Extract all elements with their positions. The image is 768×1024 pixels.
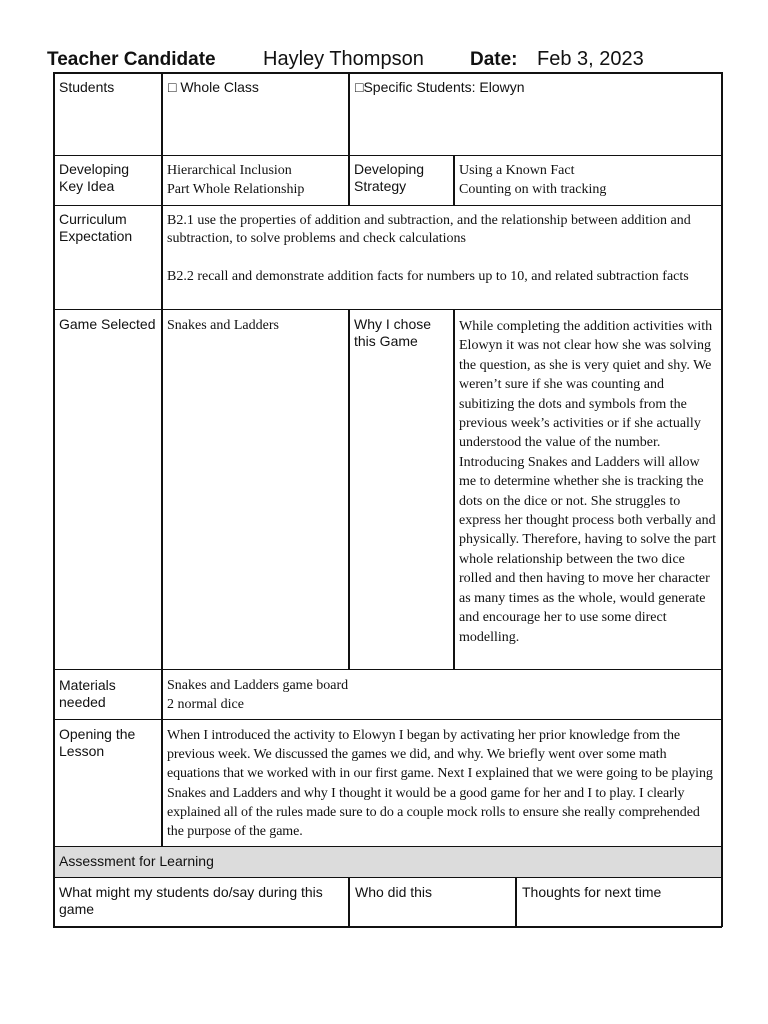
- game-selected-label: Game Selected: [59, 316, 156, 332]
- rule: [53, 926, 722, 928]
- expectation-b21: B2.1 use the properties of addition and subtraction, and the relationship between addition and subtraction, to solve problems and check calculations: [167, 213, 691, 246]
- why-chose-text: While completing the addition activities with Elowyn it was not clear how she was solving the question, as she is very quiet and shy. We weren’t sure if she was counting and subitizing the dots and symbols from the previous week’s activities or if she actually understood the value of the number. Introducing Snakes and Ladders will allow me to determine whether she is tracking the dots on the dice or not. She struggles to express her thought process both verbally and physically. Therefore, having to solve the part whole relationship between the two dice rolled and then having to move her character as many times as the whole, would generate and encourage her to use some direct modelling.: [459, 319, 716, 645]
- students-label: Students: [59, 79, 115, 95]
- opening-label: Opening the Lesson: [59, 726, 136, 759]
- curriculum-label: Curriculum Expectation: [59, 211, 133, 244]
- strategy-line1: Using a Known Fact: [459, 163, 575, 178]
- assessment-title: Assessment for Learning: [59, 853, 214, 869]
- key-idea-label: Developing Key Idea: [59, 161, 130, 194]
- whole-class-checkbox[interactable]: □ Whole Class: [168, 79, 259, 95]
- rule: [53, 846, 722, 847]
- rule: [161, 72, 163, 846]
- game-selected-value: Snakes and Ladders: [167, 318, 279, 333]
- specific-students-checkbox[interactable]: □Specific Students: Elowyn: [355, 79, 525, 95]
- key-idea-line1: Hierarchical Inclusion: [167, 163, 292, 178]
- rule: [53, 72, 722, 74]
- why-chose-label: Why I chose this Game: [354, 316, 432, 349]
- candidate-name: Hayley Thompson: [263, 48, 424, 70]
- strategy-line2: Counting on with tracking: [459, 182, 607, 197]
- rule: [453, 309, 455, 669]
- materials-line2: 2 normal dice: [167, 697, 244, 712]
- strategy-label: Developing Strategy: [354, 161, 425, 194]
- assessment-col-students-do: What might my students do/say during this game: [59, 884, 323, 917]
- rule: [53, 877, 722, 878]
- rule: [53, 309, 722, 310]
- assessment-col-who: Who did this: [355, 884, 433, 900]
- rule: [53, 669, 722, 670]
- rule: [348, 72, 350, 155]
- assessment-col-thoughts: Thoughts for next time: [522, 884, 662, 900]
- materials-line1: Snakes and Ladders game board: [167, 678, 349, 693]
- rule: [348, 155, 350, 205]
- opening-text: When I introduced the activity to Elowyn I began by activating her prior knowledge from the previous week. We discussed the games we did, and why. We briefly went over some math equations that we worked with in our first game. Next I explained that we were going to be playing Snakes and Ladders and why I thought it would be a good game for her and I to play. I clearly explained all of the rules made sure to do a couple mock rolls to ensure she really comprehended the purpose of the game.: [167, 728, 713, 840]
- rule: [53, 719, 722, 720]
- date-label: Date:: [470, 49, 518, 70]
- rule: [515, 877, 517, 927]
- date-value: Feb 3, 2023: [537, 48, 644, 70]
- expectation-b22: B2.2 recall and demonstrate addition facts for numbers up to 10, and related subtraction facts: [167, 269, 689, 284]
- materials-label: Materials needed: [59, 677, 116, 710]
- rule: [721, 72, 723, 927]
- rule: [53, 72, 55, 927]
- rule: [453, 155, 455, 205]
- key-idea-line2: Part Whole Relationship: [167, 182, 305, 197]
- rule: [53, 205, 722, 206]
- rule: [53, 155, 722, 156]
- rule: [348, 877, 350, 927]
- candidate-label: Teacher Candidate: [47, 49, 216, 70]
- rule: [348, 309, 350, 669]
